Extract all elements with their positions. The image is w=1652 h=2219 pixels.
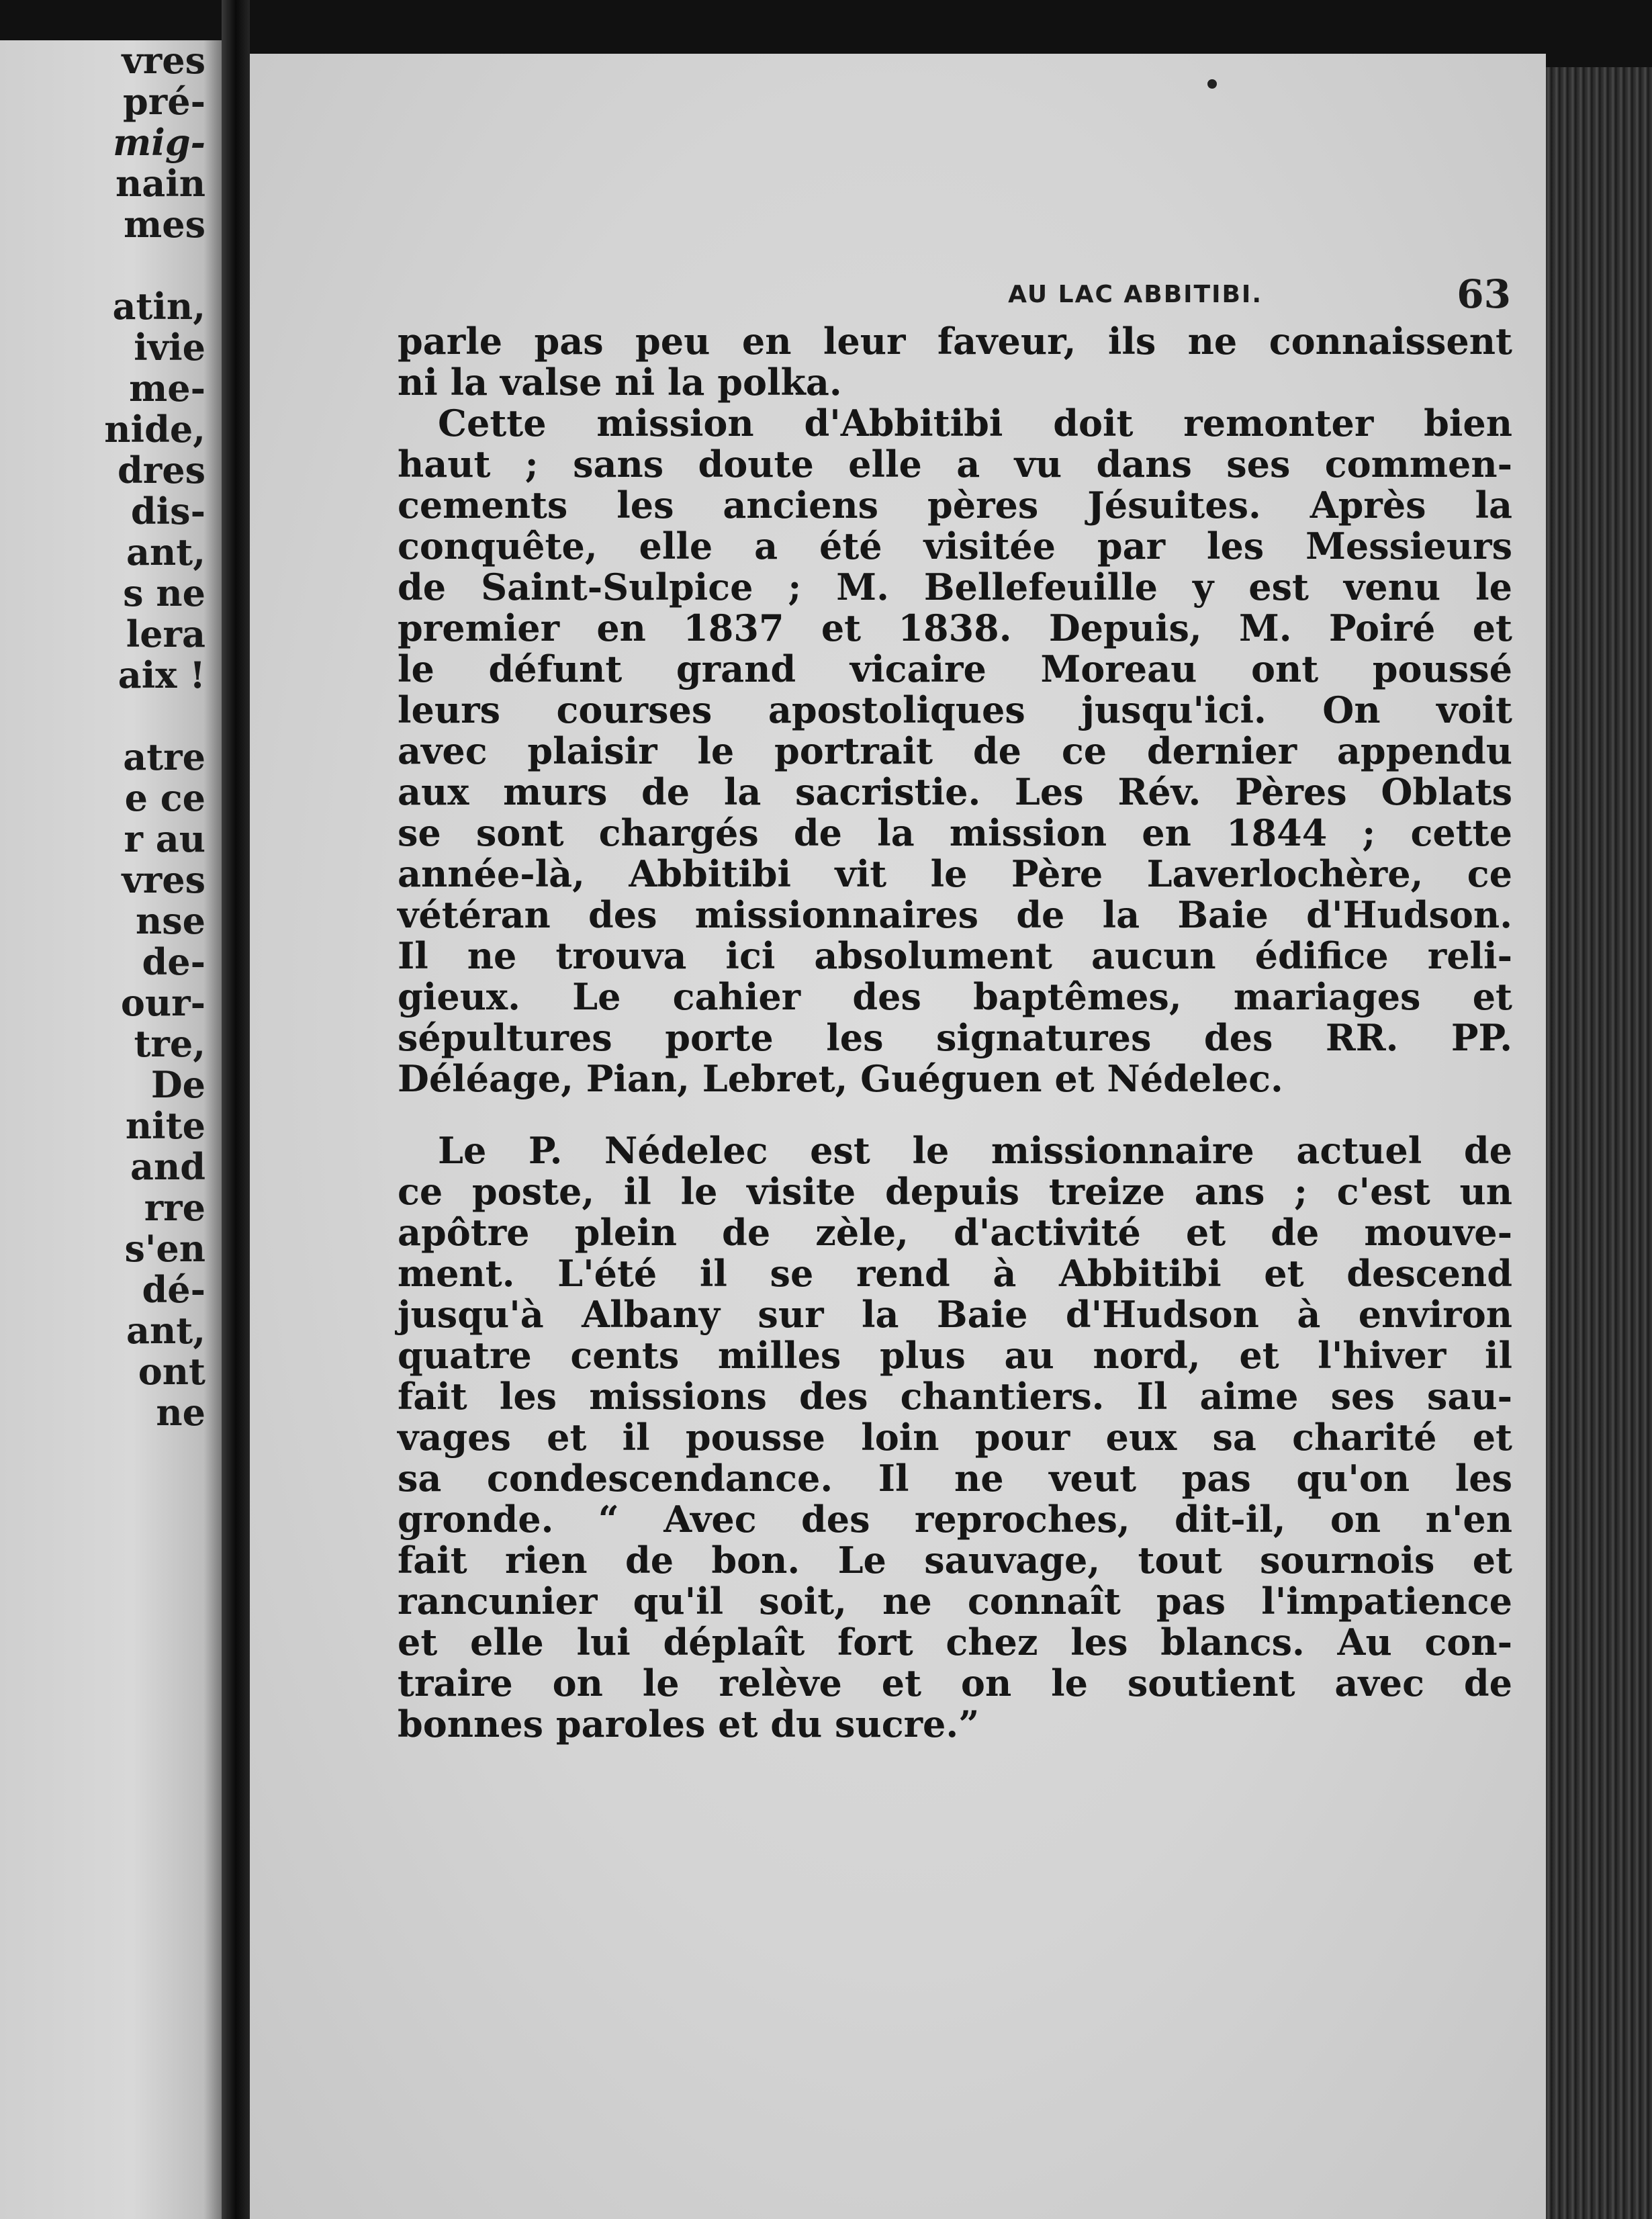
text-line: quatre cents milles plus au nord, et l'hiver il [398,1334,1512,1377]
text-line: ment. L'été il se rend à Abbitibi et descend [398,1252,1512,1295]
text-line: gronde. “ Avec des reproches, dit-il, on n'en [398,1498,1512,1541]
text-line: gieux. Le cahier des baptêmes, mariages et [398,975,1512,1018]
text-line: Il ne trouva ici absolument aucun édifice reli- [398,934,1512,977]
text-line: aux murs de la sacristie. Les Rév. Pères Oblats [398,770,1512,813]
text-line: ce poste, il le visite depuis treize ans ; c'est un [398,1170,1512,1213]
body-text [398,321,1512,1745]
left-page-fragment: De [150,1063,205,1106]
left-page-fragment: ivie [134,326,205,369]
text-line: de Saint-Sulpice ; M. Bellefeuille y est venu le [398,565,1512,608]
left-page-fragment: nite [125,1104,205,1147]
paragraph [398,403,1512,1099]
paragraph [398,321,1512,403]
page-63 [250,54,1546,2219]
text-line: Cette mission d'Abbitibi doit remonter bien [438,402,1512,445]
left-page-fragment: dres [118,449,205,492]
left-page-fragment: nain [115,162,205,205]
paragraph-gap [398,1099,1512,1130]
text-line: traire on le relève et on le soutient avec de [398,1662,1512,1705]
left-page-fragment: mes [124,203,205,246]
text-line: rancunier qu'il soit, ne connaît pas l'impatience [398,1580,1512,1623]
running-head: AU LAC ABBITIBI. [1008,281,1263,308]
page-number: 63 [1457,271,1511,317]
text-line: jusqu'à Albany sur la Baie d'Hudson à environ [398,1293,1512,1336]
left-page-fragment: nse [135,899,205,942]
text-line: conquête, elle a été visitée par les Messieurs [398,525,1512,568]
left-page-fragment: s'en [124,1227,205,1270]
left-page-fragment: vres [122,858,205,901]
text-line: premier en 1837 et 1838. Depuis, M. Poiré et [398,606,1512,649]
text-line: Le P. Nédelec est le missionnaire actuel de [438,1129,1512,1172]
text-line: fait rien de bon. Le sauvage, tout sournois et [398,1539,1512,1582]
text-line: cements les anciens pères Jésuites. Après la [398,484,1512,527]
text-line: Déléage, Pian, Lebret, Guéguen et Nédelec. [398,1057,1283,1100]
left-page-fragment: s ne [123,572,205,615]
text-line: parle pas peu en leur faveur, ils ne connaissent [398,320,1512,363]
left-page-text-fragments [104,40,205,1433]
text-line: vétéran des missionnaires de la Baie d'Hudson. [398,893,1512,936]
left-page-fragment: nide, [104,408,205,451]
left-page-fragment: atre [123,735,205,778]
left-page-gap [104,245,205,286]
left-page-fragment: r au [124,817,205,860]
text-line: bonnes paroles et du sucre.” [398,1703,980,1746]
left-page-fragment: atin, [112,285,205,328]
left-page-fragment: our- [120,981,205,1024]
left-page-fragment: de- [142,940,205,983]
text-line: haut ; sans doute elle a vu dans ses commen- [398,443,1512,486]
ink-speck [1207,79,1217,89]
text-line: fait les missions des chantiers. Il aime ses sau- [398,1375,1512,1418]
left-page-gap [104,696,205,737]
left-page-fragment: aix ! [118,653,205,696]
left-page-fragment: ant, [126,1309,205,1352]
left-page-fragment: ant, [126,531,205,574]
left-page-fragment: mig- [113,121,205,164]
left-page-fragment: lera [126,613,205,655]
text-line: et elle lui déplaît fort chez les blancs. Au con- [398,1621,1512,1664]
book-gutter [222,0,250,2219]
left-page-fragment: ont [138,1350,205,1393]
text-line: année-là, Abbitibi vit le Père Laverlochère, ce [398,852,1512,895]
text-line: sa condescendance. Il ne veut pas qu'on les [398,1457,1512,1500]
left-page-fragment: and [130,1145,205,1188]
text-line: le défunt grand vicaire Moreau ont poussé [398,647,1512,690]
left-page-fragment: vres [122,40,205,82]
left-page-fragment: me- [129,367,205,410]
text-line: avec plaisir le portrait de ce dernier appendu [398,729,1512,772]
left-page-fragment: ne [156,1391,205,1434]
text-line: sépultures porte les signatures des RR. PP. [398,1016,1512,1059]
paragraph [398,1130,1512,1745]
left-page-fragment: pré- [123,80,205,123]
left-page-fragment: dé- [142,1268,205,1311]
left-page-fragment: dis- [130,490,205,533]
text-line: ni la valse ni la polka. [398,361,842,404]
left-page-fragment: rre [144,1186,205,1229]
text-line: leurs courses apostoliques jusqu'ici. On voit [398,688,1512,731]
text-line: apôtre plein de zèle, d'activité et de mouve- [398,1211,1512,1254]
left-page-fragment: e ce [124,776,205,819]
text-line: se sont chargés de la mission en 1844 ; cette [398,811,1512,854]
page-edges [1546,67,1652,2219]
left-page-fragment: tre, [134,1022,205,1065]
left-facing-page [0,40,222,2219]
text-line: vages et il pousse loin pour eux sa charité et [398,1416,1512,1459]
